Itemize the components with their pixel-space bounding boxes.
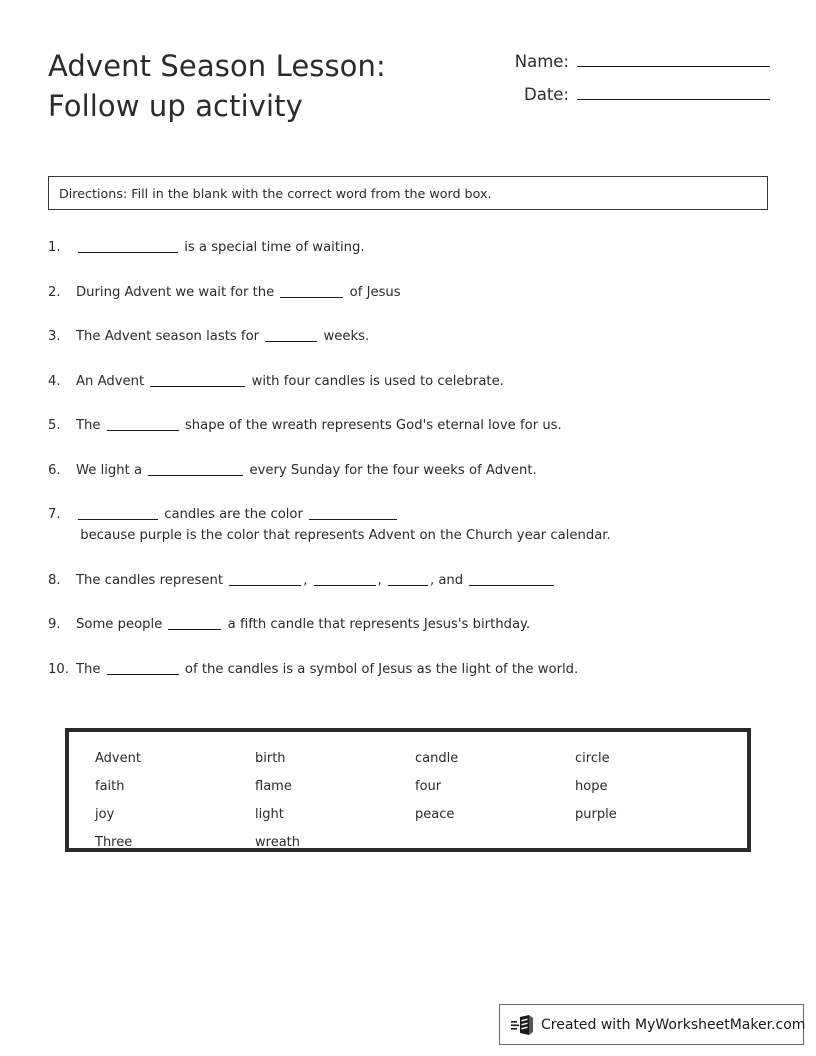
question-text: [76, 504, 776, 546]
word-box-word[interactable]: hope: [575, 779, 608, 794]
word-box-word[interactable]: four: [415, 779, 442, 794]
date-label: Date:: [524, 85, 569, 104]
date-row: [500, 81, 770, 114]
answer-blank[interactable]: [78, 505, 158, 520]
name-input[interactable]: [577, 48, 770, 67]
word-box-word[interactable]: peace: [415, 807, 455, 822]
question-number: 2.: [48, 284, 61, 300]
question-number: 6.: [48, 462, 61, 478]
name-row: [500, 48, 770, 81]
question-text: [76, 460, 776, 481]
word-box-word[interactable]: circle: [575, 751, 610, 766]
question-text-run: because purple is the color that represents Advent on the Church year calendar.: [76, 528, 611, 543]
question-item: [0, 570, 816, 591]
word-box-row: [69, 801, 747, 829]
questions-list: [0, 237, 816, 703]
question-text-run: The: [76, 418, 105, 433]
word-box-word[interactable]: joy: [95, 807, 115, 822]
word-box-word[interactable]: candle: [415, 751, 459, 766]
question-text: [76, 326, 776, 347]
created-with-label: Created with MyWorksheetMaker.com: [541, 1016, 806, 1033]
question-text: [76, 415, 776, 436]
word-box-word[interactable]: flame: [255, 779, 292, 794]
answer-blank[interactable]: [314, 571, 376, 586]
question-text-run: The Advent season lasts for: [76, 329, 264, 344]
word-box-word[interactable]: purple: [575, 807, 617, 822]
question-text: [76, 614, 776, 635]
created-with-badge[interactable]: [499, 1004, 804, 1045]
word-box-word[interactable]: faith: [95, 779, 125, 794]
answer-blank[interactable]: [280, 283, 343, 298]
question-text-run: a fifth candle that represents Jesus's birthday.: [223, 617, 531, 632]
question-item: [0, 237, 816, 258]
word-box-word[interactable]: wreath: [255, 835, 300, 850]
question-text-run: weeks.: [319, 329, 370, 344]
question-text-run: The: [76, 661, 105, 677]
question-text-run: We light a: [76, 462, 147, 478]
word-box-empty-cell: [575, 829, 735, 857]
question-number: 9.: [48, 617, 61, 632]
answer-blank[interactable]: [265, 327, 317, 342]
page-title: [48, 46, 478, 126]
question-text-run: ,: [303, 572, 312, 588]
directions-box: [48, 176, 768, 210]
directions-text: Directions: Fill in the blank with the correct word from the word box.: [59, 185, 492, 201]
answer-blank[interactable]: [388, 571, 428, 586]
question-text-run: The candles represent: [76, 572, 228, 588]
word-box-word[interactable]: Advent: [95, 751, 141, 766]
question-text-run: An Advent: [76, 373, 149, 389]
question-item: [0, 282, 816, 303]
question-number: 8.: [48, 572, 61, 588]
question-text: [76, 282, 776, 303]
word-box-inner: [68, 731, 748, 849]
question-text-run: of the candles is a symbol of Jesus as the light of the world.: [180, 661, 579, 677]
question-item: [0, 371, 816, 392]
answer-blank[interactable]: [107, 416, 179, 431]
answer-blank[interactable]: [309, 505, 397, 520]
word-box-word[interactable]: light: [255, 807, 284, 822]
answer-blank[interactable]: [107, 660, 179, 675]
word-box-row: [69, 745, 747, 773]
worksheet-header: [0, 0, 816, 150]
question-text-run: candles are the color: [160, 507, 308, 522]
question-text-run: ,: [377, 572, 386, 588]
question-number: 5.: [48, 418, 61, 433]
question-number: 3.: [48, 329, 61, 344]
question-text-run: shape of the wreath represents God's eternal love for us.: [180, 418, 562, 433]
question-text: [76, 659, 776, 680]
word-box-word[interactable]: Three: [95, 835, 133, 850]
date-input[interactable]: [577, 81, 770, 100]
word-box: [65, 728, 751, 852]
question-number: 4.: [48, 373, 61, 389]
word-box-row: [69, 773, 747, 801]
word-box-row: [69, 829, 747, 857]
question-text: [76, 371, 776, 392]
question-text-run: During Advent we wait for the: [76, 284, 279, 300]
name-label: Name:: [514, 52, 569, 71]
answer-blank[interactable]: [168, 615, 221, 630]
question-text: [76, 237, 776, 258]
answer-blank[interactable]: [148, 461, 243, 476]
question-number: 7.: [48, 507, 61, 522]
question-item: [0, 326, 816, 347]
question-item: [0, 460, 816, 481]
page-title-line-2: Follow up activity: [48, 89, 303, 123]
question-text-run: of Jesus: [345, 284, 401, 300]
question-item: [0, 659, 816, 680]
pennant-logo-icon: [510, 1012, 536, 1038]
question-text-run: is a special time of waiting.: [180, 240, 365, 255]
name-date-block: [500, 48, 770, 114]
question-text: [76, 570, 776, 591]
question-text-run: Some people: [76, 617, 167, 632]
question-text-run: , and: [429, 572, 468, 588]
word-box-empty-cell: [415, 829, 575, 857]
answer-blank[interactable]: [469, 571, 554, 586]
question-number: 10.: [48, 661, 69, 677]
question-text-run: with four candles is used to celebrate.: [247, 373, 504, 389]
page-title-line-1: Advent Season Lesson:: [48, 49, 386, 83]
question-text-run: every Sunday for the four weeks of Advent.: [245, 462, 537, 478]
answer-blank[interactable]: [150, 372, 245, 387]
question-item: [0, 504, 816, 546]
question-item: [0, 415, 816, 436]
question-item: [0, 614, 816, 635]
answer-blank[interactable]: [229, 571, 301, 586]
question-number: 1.: [48, 240, 61, 255]
word-box-word[interactable]: birth: [255, 751, 286, 766]
answer-blank[interactable]: [78, 238, 178, 253]
